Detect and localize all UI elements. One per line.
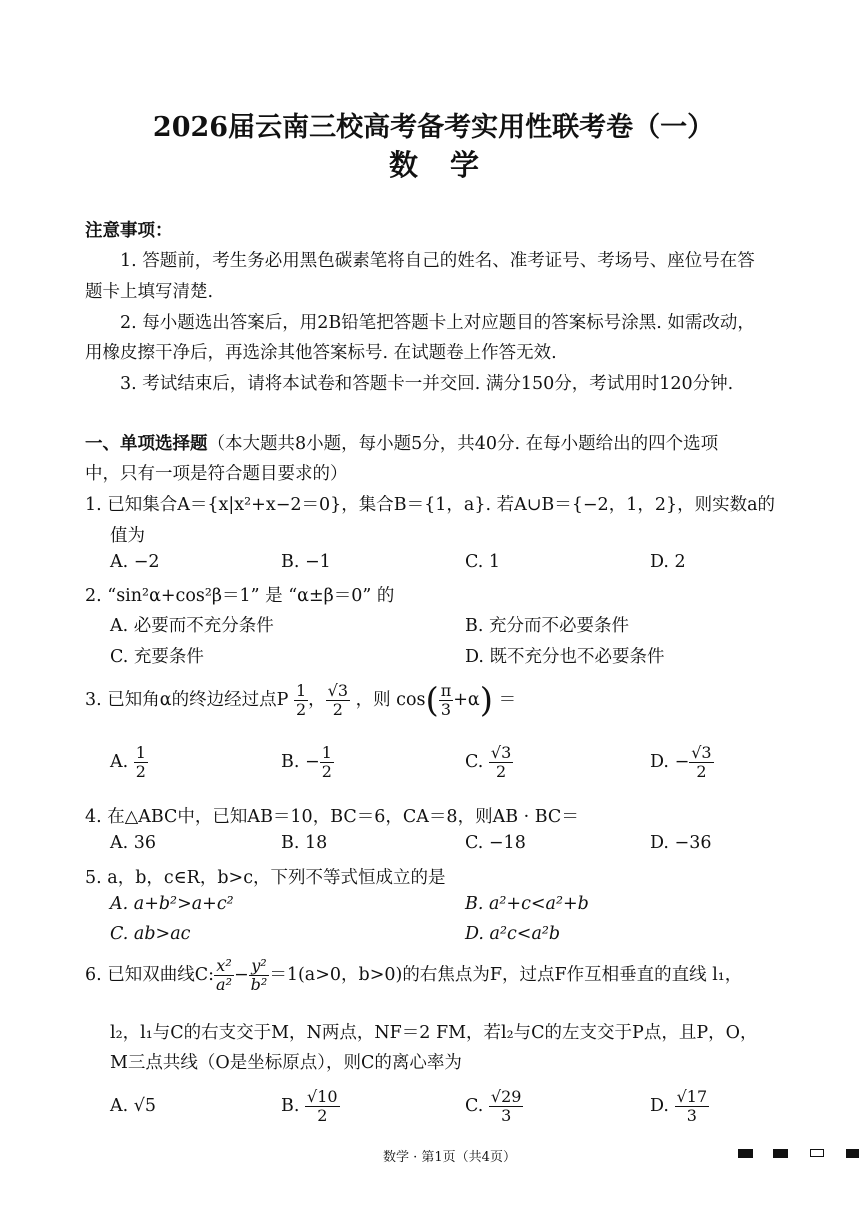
q3-cos-den: 3 [440, 700, 452, 719]
q3-option-c [465, 738, 513, 786]
q6-stem-1-post: ＝1(a>0，b>0)的右焦点为F，过点F作互相垂直的直线 l₁， [269, 965, 743, 985]
q3-stem-pre: 3. 已知角α的终边经过点P [85, 690, 289, 710]
q6-f1-den: a² [216, 975, 232, 994]
q3-cos-tail: +α [453, 690, 480, 710]
q3-stem-end: ＝ [498, 690, 517, 710]
q6-minus: − [234, 965, 249, 985]
q3-option-a-num: 1 [135, 743, 146, 762]
notice-line-5: 3. 考试结束后，请将本试卷和答题卡一并交回. 满分150分，考试用时120分钟. [120, 374, 734, 394]
section-heading-line-1 [85, 430, 718, 455]
q3-py-fraction [326, 682, 350, 719]
q5-option-a: A. a+b²>a+c² [110, 894, 234, 914]
section-heading: 一、单项选择题 [85, 434, 208, 454]
q2-option-b: B. 充分而不必要条件 [465, 616, 629, 636]
q3-option-a [110, 738, 148, 786]
q3-option-d-num: √3 [691, 743, 712, 762]
page-mark-filled-1 [738, 1149, 753, 1158]
notice-heading: 注意事项： [85, 221, 173, 241]
q3-option-a-den: 2 [135, 762, 146, 781]
q3-option-c-label: C. [465, 752, 484, 772]
q4-option-d: D. −36 [650, 833, 712, 853]
q3-py-den: 2 [332, 700, 343, 719]
q3-cos-num: π [440, 681, 452, 700]
q6-stem-1-pre: 6. 已知双曲线C: [85, 965, 215, 985]
q1-stem-2: 值为 [110, 526, 145, 546]
q4-stem: 4. 在△ABC中，已知AB＝10，BC＝6，CA＝8，则AB · BC＝ [85, 807, 579, 827]
q3-option-d-den: 2 [696, 762, 707, 781]
q1-option-a: A. −2 [110, 552, 160, 572]
q4-option-b: B. 18 [281, 833, 328, 853]
subject-title: 数学 [388, 148, 511, 182]
q3-option-d-sign: − [674, 752, 690, 772]
q3-option-c-den: 2 [496, 762, 507, 781]
q6-option-b-num: √10 [307, 1087, 338, 1106]
q6-option-b-label: B. [281, 1096, 300, 1116]
q6-option-c-label: C. [465, 1096, 484, 1116]
q6-option-d-num: √17 [676, 1087, 708, 1106]
q6-f2-num: y² [249, 957, 270, 976]
section-desc-1: （本大题共8小题，每小题5分，共40分. 在每小题给出的四个选项 [207, 434, 719, 454]
q6-option-a-text: √5 [133, 1096, 157, 1116]
q3-option-c-num: √3 [490, 743, 512, 762]
q5-option-c: C. ab>ac [110, 924, 191, 944]
q3-stem: 3. 已知角α的终边经过点P $\frac{1}{2}$ ， $\frac{√3}{2}$ ，则 cos( $\frac{\pi}{3}$ +α) ＝ [85, 680, 517, 721]
notice-line-2: 题卡上填写清楚. [85, 282, 214, 302]
q6-option-c [465, 1082, 523, 1130]
page-number: 数学 · 第1页（共4页） [383, 1150, 516, 1165]
q3-py-num: √3 [327, 681, 348, 700]
q3-option-b [281, 738, 334, 786]
q6-option-b-den: 2 [317, 1106, 328, 1125]
q3-option-b-num: 1 [321, 743, 332, 762]
q6-option-c-den: 3 [501, 1106, 512, 1125]
page-mark-filled-2 [773, 1149, 788, 1158]
q3-stem-mid: ，则 cos [355, 690, 426, 710]
q5-stem: 5. a，b，c∈R，b>c，下列不等式恒成立的是 [85, 868, 446, 888]
q6-option-b [281, 1082, 340, 1130]
q3-px-fraction [294, 682, 308, 719]
q1-option-d: D. 2 [650, 552, 686, 572]
q3-option-b-den: 2 [321, 762, 332, 781]
q2-option-a: A. 必要而不充分条件 [110, 616, 274, 636]
q3-option-d-label: D. [650, 752, 669, 772]
q6-option-a [110, 1082, 156, 1130]
q3-option-a-label: A. [110, 752, 129, 772]
q1-option-b: B. −1 [281, 552, 331, 572]
q5-option-d: D. a²c<a²b [465, 924, 561, 944]
q2-stem: 2. “sin²α+cos²β＝1” 是 “α±β＝0” 的 [85, 586, 395, 606]
q5-option-b: B. a²+c<a²+b [465, 894, 589, 914]
page-mark-hollow [810, 1149, 824, 1157]
q2-option-d: D. 既不充分也不必要条件 [465, 647, 665, 667]
q6-option-a-label: A. [110, 1096, 129, 1116]
q6-option-d-den: 3 [686, 1106, 697, 1125]
page-mark-filled-3 [846, 1149, 859, 1158]
notice-line-4: 用橡皮擦干净后，再选涂其他答案标号. 在试题卷上作答无效. [85, 343, 557, 363]
q3-option-b-sign: − [305, 752, 320, 772]
q3-sep: ， [308, 690, 326, 710]
q6-stem-2: l₂，l₁与C的右支交于M，N两点，NF＝2 FM，若l₂与C的左支交于P点，且P，O， [110, 1023, 758, 1043]
q3-cos-fraction [439, 682, 454, 719]
q1-stem-1: 1. 已知集合A＝{x|x²+x−2＝0}，集合B＝{1，a}. 若A∪B＝{−2，1，2}，则实数a的 [85, 495, 776, 515]
exam-title: 2026届云南三校高考备考实用性联考卷（一） [152, 112, 715, 143]
q6-stem-3: M三点共线（O是坐标原点），则C的离心率为 [110, 1053, 462, 1073]
q4-option-a: A. 36 [110, 833, 157, 853]
q6-option-c-num: √29 [490, 1087, 522, 1106]
q2-option-c: C. 充要条件 [110, 647, 204, 667]
q3-px-num: 1 [295, 681, 307, 700]
q6-stem-1 [85, 951, 742, 999]
section-desc-2: 中，只有一项是符合题目要求的） [85, 464, 348, 484]
q6-option-d-label: D. [650, 1096, 669, 1116]
q3-option-d [650, 738, 714, 786]
q4-option-c: C. −18 [465, 833, 526, 853]
q6-f1-num: x² [214, 957, 234, 976]
notice-line-3: 2. 每小题选出答案后，用2B铅笔把答题卡上对应题目的答案标号涂黑. 如需改动， [120, 313, 755, 333]
q3-option-b-label: B. [281, 752, 300, 772]
notice-line-1: 1. 答题前，考生务必用黑色碳素笔将自己的姓名、准考证号、考场号、座位号在答 [120, 251, 755, 271]
q1-option-c: C. 1 [465, 552, 501, 572]
q3-px-den: 2 [295, 700, 307, 719]
q6-f2-den: b² [250, 975, 268, 994]
q6-option-d [650, 1082, 709, 1130]
